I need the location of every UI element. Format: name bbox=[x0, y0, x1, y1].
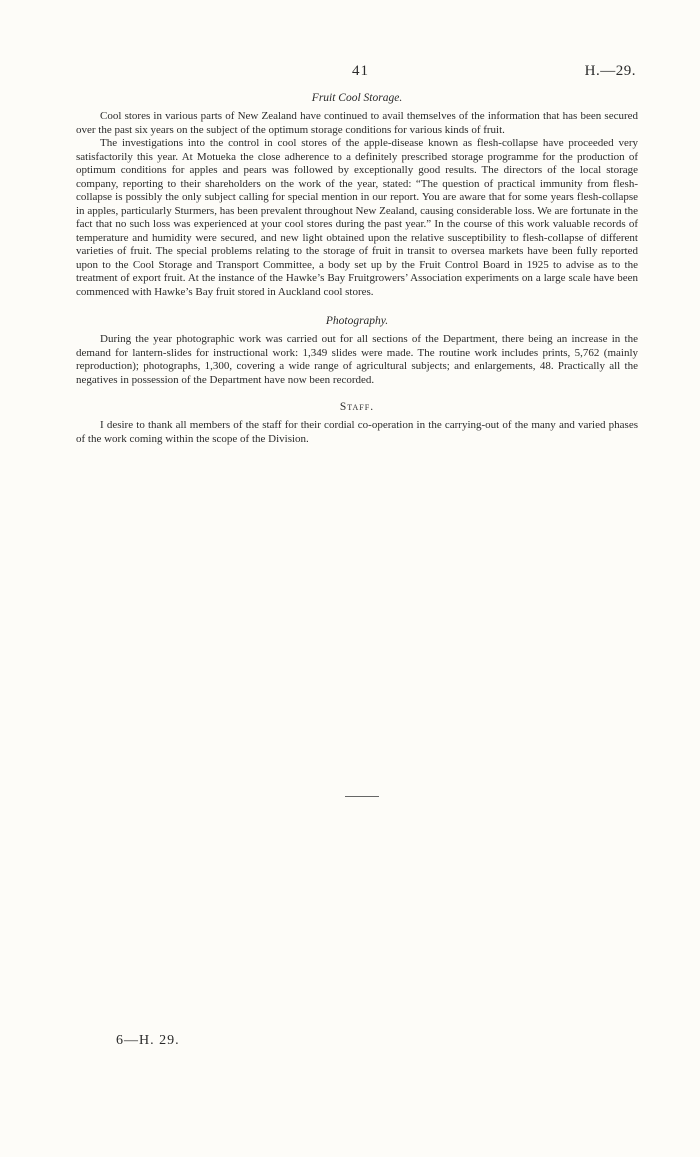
page-body bbox=[76, 92, 638, 446]
document-code: H.—29. bbox=[584, 63, 636, 79]
page-header bbox=[0, 63, 700, 83]
section-heading: Photography. bbox=[325, 315, 389, 327]
section-fruit-cool-storage bbox=[76, 92, 638, 299]
section-photography bbox=[76, 315, 638, 387]
section-heading: Fruit Cool Storage. bbox=[311, 92, 403, 104]
paragraph: Cool stores in various parts of New Zealand have continued to avail themselves of the information that has been secured over the past six years on the subject of the optimum storage conditions for various kinds of fruit. bbox=[76, 110, 638, 136]
section-heading: Staff. bbox=[339, 401, 375, 413]
section-staff bbox=[76, 401, 638, 446]
footer-code: 6—H. 29. bbox=[116, 1033, 180, 1048]
section-divider bbox=[345, 796, 379, 797]
page-number: 41 bbox=[352, 63, 369, 79]
paragraph: The investigations into the control in cool stores of the apple-disease known as flesh-collapse have proceeded very satisfactorily this year. At Motueka the close adherence to a definitely prescribed storage programme for the production of optimum conditions for apples and pears was followed by exceptionally good results. The directors of the local storage company, reporting to their shareholders on the work of the year, stated: “The question of practical immunity from flesh-collapse is possibly the only subject calling for special mention in our report. You are aware that for some years flesh-collapse in apples, particularly Sturmers, has been prevalent throughout New Zealand, causing considerable loss. We are fortunate in the fact that no such loss was experienced at your cool stores during the past year.” In the course of this work valuable records of temperature and humidity were secured, and new light obtained upon the relative susceptibility to flesh-collapse of different varieties of fruit. The special problems relating to the storage of fruit in transit to oversea markets have been fully reported upon to the Cool Storage and Transport Committee, a body set up by the Fruit Control Board in 1925 to advise as to the treatment of export fruit. At the instance of the Hawke’s Bay Fruitgrowers’ Association experiments on a large scale have been commenced with Hawke’s Bay fruit stored in Auckland cool stores. bbox=[76, 137, 638, 298]
paragraph: During the year photographic work was carried out for all sections of the Department, there being an increase in the demand for lantern-slides for instructional work: 1,349 slides were made. The routine work includes prints, 5,762 (mainly reproduction); photographs, 1,300, covering a wide range of agricultural subjects; and enlargements, 48. Practically all the negatives in possession of the Department have now been recorded. bbox=[76, 333, 638, 386]
paragraph: I desire to thank all members of the staff for their cordial co-operation in the carrying-out of the many and varied phases of the work coming within the scope of the Division. bbox=[76, 419, 638, 445]
